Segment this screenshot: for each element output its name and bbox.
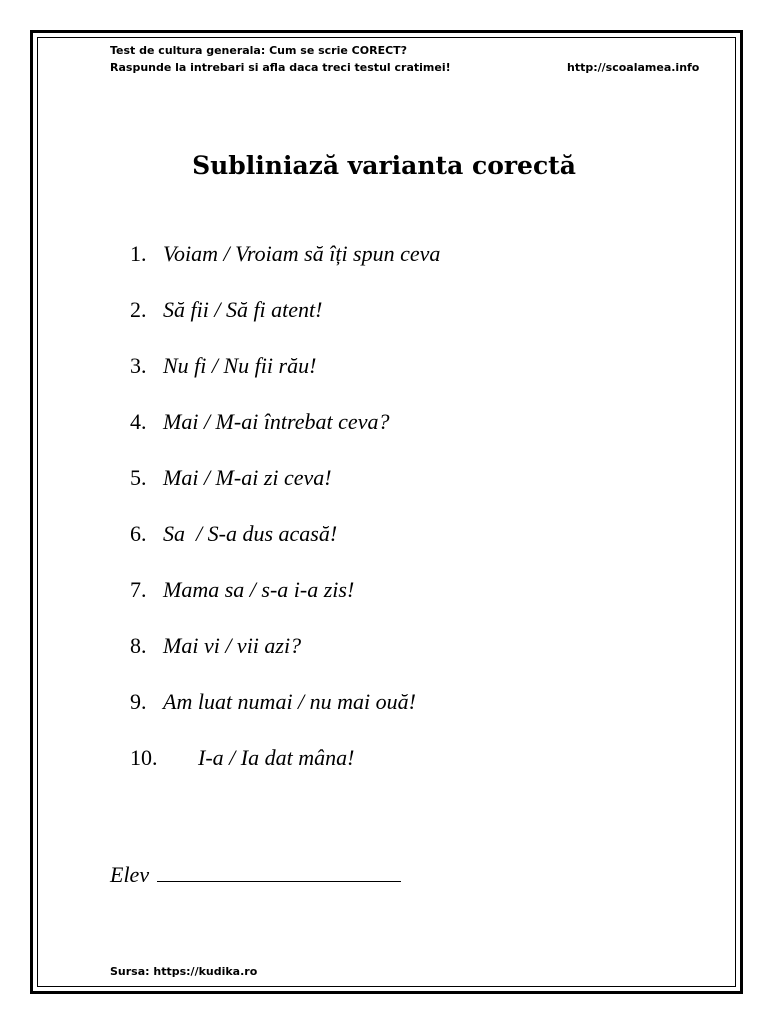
header-url: http://scoalamea.info bbox=[567, 61, 700, 74]
question-item bbox=[130, 241, 440, 267]
question-text: I-a / Ia dat mâna! bbox=[198, 745, 355, 770]
question-item bbox=[130, 689, 416, 715]
question-number: 2. bbox=[130, 297, 147, 322]
question-text: Mai / M-ai întrebat ceva? bbox=[163, 409, 390, 434]
question-number: 8. bbox=[130, 633, 147, 658]
question-number: 10. bbox=[130, 745, 158, 770]
question-item bbox=[130, 353, 316, 379]
question-number: 9. bbox=[130, 689, 147, 714]
question-item bbox=[130, 297, 323, 323]
source-credit: Sursa: https://kudika.ro bbox=[110, 965, 258, 978]
question-text: Nu fi / Nu fii rău! bbox=[163, 353, 317, 378]
question-text: Am luat numai / nu mai ouă! bbox=[163, 689, 416, 714]
question-item bbox=[130, 465, 332, 491]
question-item bbox=[130, 633, 301, 659]
question-text: Mai / M-ai zi ceva! bbox=[163, 465, 332, 490]
student-name-blank bbox=[157, 859, 401, 882]
question-text: Sa / S-a dus acasă! bbox=[163, 521, 338, 546]
question-text: Mai vi / vii azi? bbox=[163, 633, 302, 658]
question-text: Voiam / Vroiam să îți spun ceva bbox=[163, 241, 441, 266]
header-instruction: Raspunde la intrebari si afla daca treci testul cratimei! bbox=[110, 61, 451, 74]
question-number: 4. bbox=[130, 409, 147, 434]
question-text: Mama sa / s-a i-a zis! bbox=[163, 577, 355, 602]
student-name-field bbox=[110, 859, 401, 888]
question-number: 1. bbox=[130, 241, 147, 266]
question-text: Să fii / Să fi atent! bbox=[163, 297, 323, 322]
header-subtitle: Test de cultura generala: Cum se scrie CORECT? bbox=[110, 44, 408, 57]
question-item bbox=[130, 409, 389, 435]
question-item bbox=[130, 577, 354, 603]
question-number: 7. bbox=[130, 577, 147, 602]
student-label: Elev bbox=[110, 862, 150, 887]
page-title: Subliniază varianta corectă bbox=[192, 151, 576, 180]
question-item bbox=[130, 521, 337, 547]
question-number: 6. bbox=[130, 521, 147, 546]
question-number: 5. bbox=[130, 465, 147, 490]
question-number: 3. bbox=[130, 353, 147, 378]
question-item bbox=[130, 745, 354, 771]
